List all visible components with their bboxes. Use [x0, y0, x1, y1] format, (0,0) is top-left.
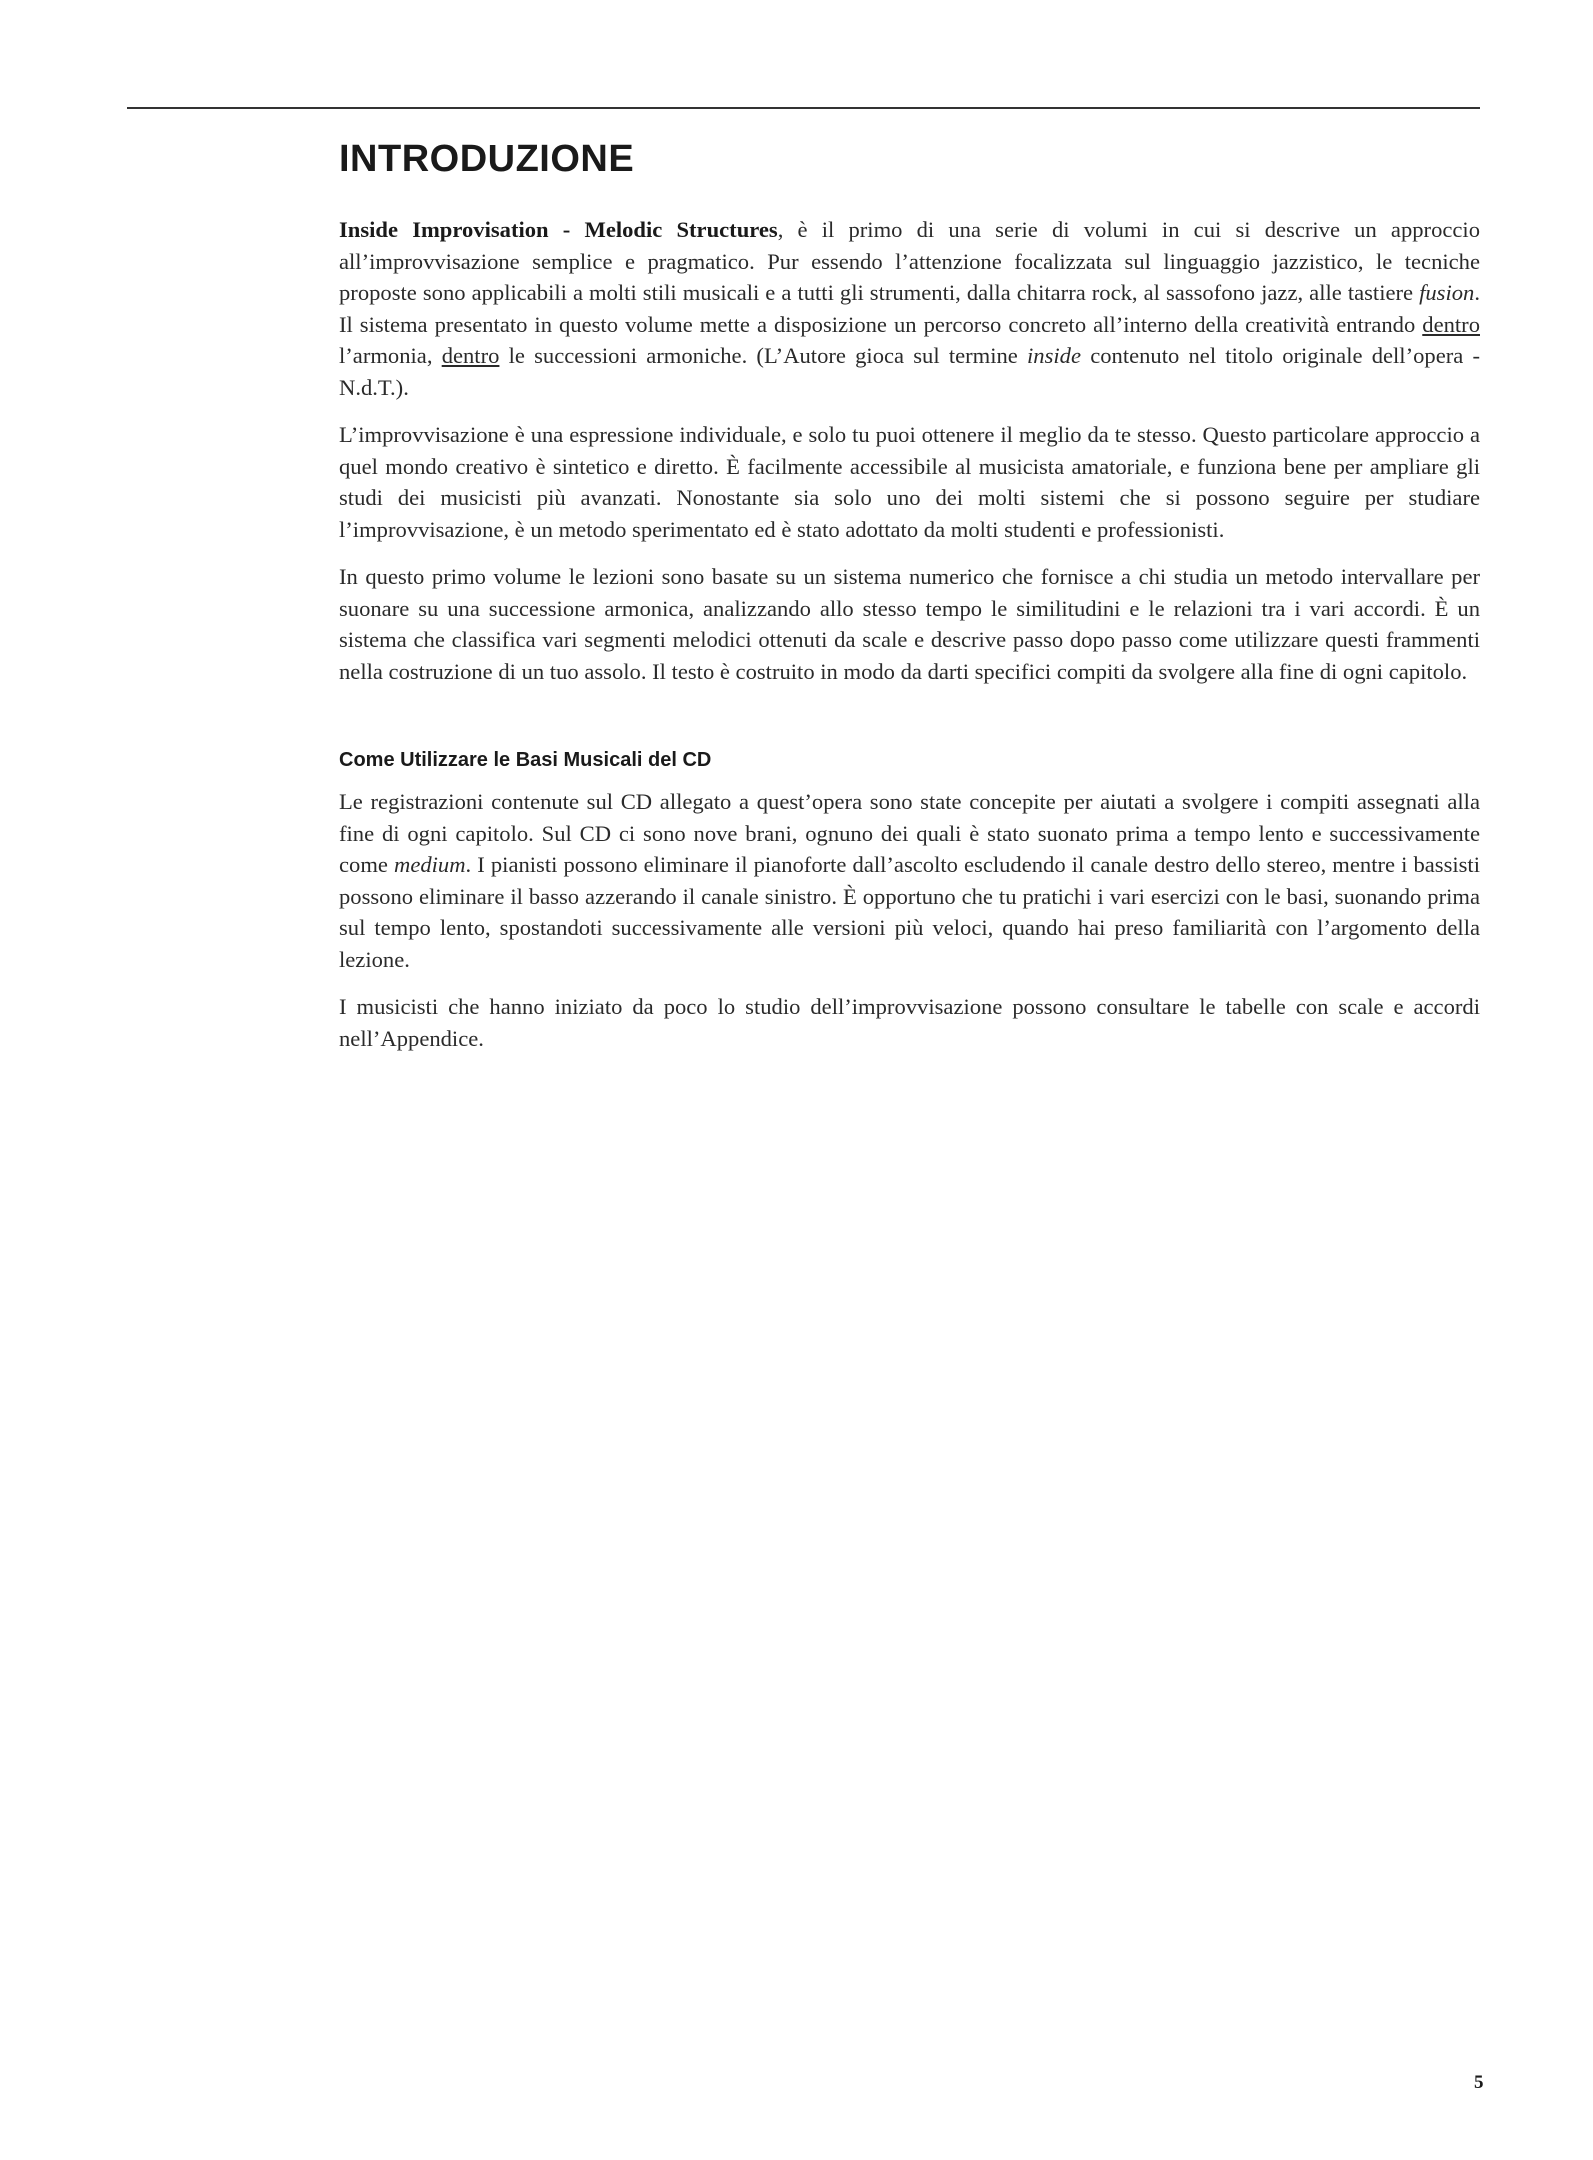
intro-paragraph-1: Inside Improvisation - Melodic Structures, è il primo di una serie di volumi in cui si descrive un approccio all’improvvisazione semplice e pragmatico. Pur essendo l’attenzione focalizzata sul linguaggio jazzistico, le tecniche proposte sono applicabili a molti stili musicali e a tutti gli strumenti, dalla chitarra rock, al sassofono jazz, alle tastiere fusion. Il sistema presentato in questo volume mette a disposizione un percorso concreto all’interno della creatività entrando dentro l’armonia, dentro le successioni armoniche. (L’Autore gioca sul termine inside contenuto nel titolo originale dell’opera - N.d.T.).	[339, 217, 1481, 400]
underlined-dentro-2: dentro	[441, 343, 500, 368]
emphasis-medium: medium	[394, 852, 466, 877]
emphasis-fusion: fusion	[1419, 280, 1475, 305]
page-number: 5	[1474, 2072, 1484, 2093]
cd-paragraph-1: Le registrazioni contenute sul CD allegato a quest’opera sono state concepite per aiutati a svolgere i compiti assegnati alla fine di ogni capitolo. Sul CD ci sono nove brani, ognuno dei quali è stato suonato prima a tempo lento e successivamente come medium. I pianisti possono eliminare il pianoforte dall’ascolto escludendo il canale destro dello stereo, mentre i bassisti possono eliminare il basso azzerando il canale sinistro. È opportuno che tu pratichi i vari esercizi con le basi, suonando prima sul tempo lento, spostandoti successivamente alle versioni più veloci, quando hai preso familiarità con l’argomento della lezione.	[339, 789, 1480, 972]
book-title-bold: Inside Improvisation - Melodic Structures	[339, 217, 778, 242]
emphasis-inside: inside	[1027, 343, 1082, 368]
intro-paragraph-2: L’improvvisazione è una espressione individuale, e solo tu puoi ottenere il meglio da te stesso. Questo particolare approccio a quel mondo creativo è sintetico e diretto. È facilmente accessibile al musicista amatoriale, e funziona bene per ampliare gli studi dei musicisti più avanzati. Nonostante sia solo uno dei molti sistemi che si possono seguire per studiare l’improvvisazione, è un metodo sperimentato ed è stato adottato da molti studenti e professionisti.	[339, 422, 1480, 542]
section-heading: Come Utilizzare le Basi Musicali del CD	[339, 749, 712, 771]
page-title: INTRODUZIONE	[339, 138, 635, 180]
intro-paragraph-3: In questo primo volume le lezioni sono basate su un sistema numerico che fornisce a chi studia un metodo intervallare per suonare su una successione armonica, analizzando allo stesso tempo le similitudini e le relazioni tra i vari accordi. È un sistema che classifica vari segmenti melodici ottenuti da scale e descrive passo dopo passo come utilizzare questi frammenti nella costruzione di un tuo assolo. Il testo è costruito in modo da darti specifici compiti da svolgere alla fine di ogni capitolo.	[339, 564, 1480, 684]
header-rule	[127, 107, 1480, 109]
page-content	[339, 128, 1480, 1070]
cd-paragraph-2: I musicisti che hanno iniziato da poco lo studio dell’improvvisazione possono consultare le tabelle con scale e accordi nell’Appendice.	[339, 994, 1480, 1051]
underlined-dentro-1: dentro	[1422, 311, 1480, 337]
